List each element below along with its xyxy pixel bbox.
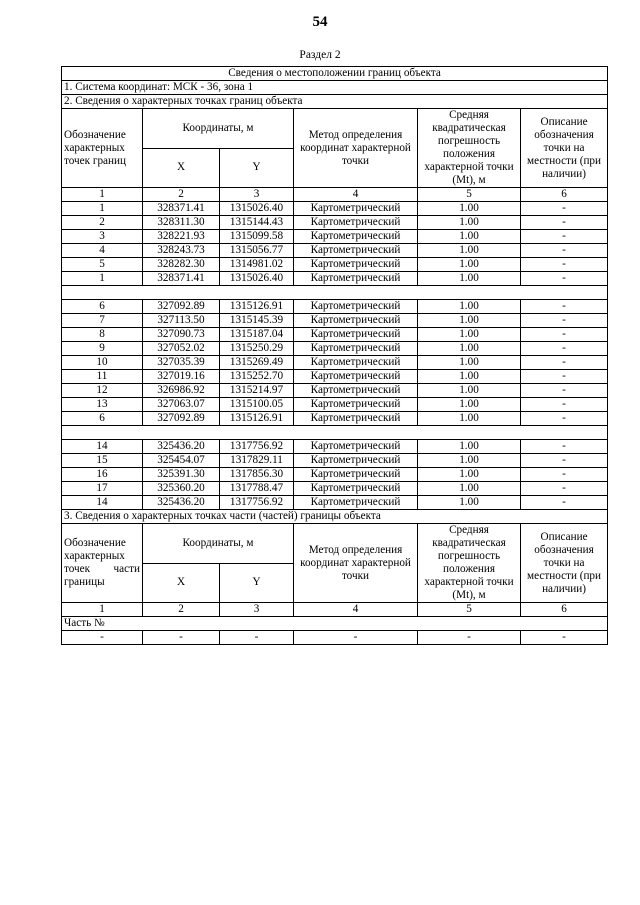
part-cell: - — [220, 631, 294, 645]
part-label: Часть № — [62, 617, 608, 631]
point-number-cell: 13 — [62, 398, 143, 412]
description-cell: - — [521, 216, 608, 230]
separator-cell — [62, 286, 608, 300]
y-cell: 1315100.05 — [220, 398, 294, 412]
y-cell: 1315252.70 — [220, 370, 294, 384]
x-cell: 328311.30 — [143, 216, 220, 230]
method-cell: Картометрический — [294, 398, 418, 412]
table-row — [62, 468, 608, 482]
part-data-row — [62, 631, 608, 645]
method-cell: Картометрический — [294, 342, 418, 356]
method-cell: Картометрический — [294, 272, 418, 286]
error-cell: 1.00 — [418, 342, 521, 356]
section-label: Раздел 2 — [299, 49, 341, 61]
boundary-table — [61, 66, 608, 645]
y-cell: 1315250.29 — [220, 342, 294, 356]
x-cell: 327035.39 — [143, 356, 220, 370]
method-cell: Картометрический — [294, 314, 418, 328]
header-y: Y — [220, 148, 294, 188]
part-cell: - — [294, 631, 418, 645]
error-cell: 1.00 — [418, 412, 521, 426]
part-cell: - — [418, 631, 521, 645]
error-cell: 1.00 — [418, 398, 521, 412]
method-cell: Картометрический — [294, 216, 418, 230]
table-row — [62, 230, 608, 244]
error-cell: 1.00 — [418, 272, 521, 286]
point-number-cell: 9 — [62, 342, 143, 356]
y-cell: 1315099.58 — [220, 230, 294, 244]
point-number-cell: 7 — [62, 314, 143, 328]
error-cell: 1.00 — [418, 370, 521, 384]
point-number-cell: 5 — [62, 258, 143, 272]
description-cell: - — [521, 482, 608, 496]
error-cell: 1.00 — [418, 230, 521, 244]
table-row — [62, 244, 608, 258]
method-cell: Картометрический — [294, 440, 418, 454]
description-cell: - — [521, 440, 608, 454]
part-header-x: X — [143, 563, 220, 603]
column-number: 5 — [418, 188, 521, 202]
part-label-row — [62, 617, 608, 631]
method-cell: Картометрический — [294, 258, 418, 272]
y-cell: 1315269.49 — [220, 356, 294, 370]
method-cell: Картометрический — [294, 468, 418, 482]
x-cell: 327092.89 — [143, 412, 220, 426]
column-number: 6 — [521, 603, 608, 617]
column-number: 3 — [220, 188, 294, 202]
description-cell: - — [521, 300, 608, 314]
error-cell: 1.00 — [418, 356, 521, 370]
table-row — [62, 314, 608, 328]
description-cell: - — [521, 468, 608, 482]
y-cell: 1317856.30 — [220, 468, 294, 482]
error-cell: 1.00 — [418, 496, 521, 510]
method-cell: Картометрический — [294, 412, 418, 426]
point-number-cell: 10 — [62, 356, 143, 370]
method-cell: Картометрический — [294, 482, 418, 496]
error-cell: 1.00 — [418, 328, 521, 342]
column-number: 2 — [143, 188, 220, 202]
method-cell: Картометрический — [294, 370, 418, 384]
point-number-cell: 3 — [62, 230, 143, 244]
point-number-cell: 8 — [62, 328, 143, 342]
description-cell: - — [521, 314, 608, 328]
table-row — [62, 258, 608, 272]
header-description: Описание обозначения точки на местности (при наличии) — [521, 109, 608, 188]
point-number-cell: 14 — [62, 440, 143, 454]
x-cell: 325360.20 — [143, 482, 220, 496]
error-cell: 1.00 — [418, 454, 521, 468]
part-header-coordinates: Координаты, м — [143, 524, 294, 564]
part-cell: - — [143, 631, 220, 645]
x-cell: 327090.73 — [143, 328, 220, 342]
table-row — [62, 202, 608, 216]
page-number: 54 — [312, 14, 328, 30]
point-number-cell: 11 — [62, 370, 143, 384]
description-cell: - — [521, 454, 608, 468]
header-x: X — [143, 148, 220, 188]
column-number: 5 — [418, 603, 521, 617]
section3-title-row — [62, 510, 608, 524]
part-header-row-1 — [62, 524, 608, 564]
method-cell: Картометрический — [294, 384, 418, 398]
part-header-description: Описание обозначения точки на местности (при наличии) — [521, 524, 608, 603]
error-cell: 1.00 — [418, 202, 521, 216]
point-number-cell: 1 — [62, 202, 143, 216]
y-cell: 1315187.04 — [220, 328, 294, 342]
point-number-cell: 15 — [62, 454, 143, 468]
table-row — [62, 412, 608, 426]
group-separator-row — [62, 286, 608, 300]
method-cell: Картометрический — [294, 300, 418, 314]
error-cell: 1.00 — [418, 314, 521, 328]
table-row — [62, 398, 608, 412]
x-cell: 328371.41 — [143, 272, 220, 286]
description-cell: - — [521, 244, 608, 258]
part-cell: - — [62, 631, 143, 645]
table-row — [62, 342, 608, 356]
section2-title: 2. Сведения о характерных точках границ объекта — [62, 95, 608, 109]
x-cell: 326986.92 — [143, 384, 220, 398]
part-column-numbers-row — [62, 603, 608, 617]
table-row — [62, 384, 608, 398]
section2-title-row — [62, 95, 608, 109]
coord-system: 1. Система координат: МСК - 36, зона 1 — [62, 81, 608, 95]
y-cell: 1315056.77 — [220, 244, 294, 258]
point-number-cell: 6 — [62, 300, 143, 314]
point-number-cell: 1 — [62, 272, 143, 286]
description-cell: - — [521, 258, 608, 272]
description-cell: - — [521, 370, 608, 384]
table-row — [62, 454, 608, 468]
column-number: 1 — [62, 603, 143, 617]
description-cell: - — [521, 412, 608, 426]
description-cell: - — [521, 272, 608, 286]
table-row — [62, 440, 608, 454]
y-cell: 1317829.11 — [220, 454, 294, 468]
header-method: Метод определения координат характерной точки — [294, 109, 418, 188]
y-cell: 1317756.92 — [220, 496, 294, 510]
method-cell: Картометрический — [294, 356, 418, 370]
x-cell: 327092.89 — [143, 300, 220, 314]
y-cell: 1315214.97 — [220, 384, 294, 398]
y-cell: 1315026.40 — [220, 202, 294, 216]
x-cell: 327019.16 — [143, 370, 220, 384]
column-number: 1 — [62, 188, 143, 202]
x-cell: 328371.41 — [143, 202, 220, 216]
description-cell: - — [521, 356, 608, 370]
section3-title: 3. Сведения о характерных точках части (частей) границы объекта — [62, 510, 608, 524]
table-row — [62, 300, 608, 314]
y-cell: 1315145.39 — [220, 314, 294, 328]
x-cell: 325436.20 — [143, 440, 220, 454]
description-cell: - — [521, 342, 608, 356]
table-row — [62, 272, 608, 286]
description-cell: - — [521, 230, 608, 244]
separator-cell — [62, 426, 608, 440]
description-cell: - — [521, 398, 608, 412]
x-cell: 325391.30 — [143, 468, 220, 482]
x-cell: 328221.93 — [143, 230, 220, 244]
x-cell: 327113.50 — [143, 314, 220, 328]
y-cell: 1317788.47 — [220, 482, 294, 496]
part-header-method: Метод определения координат характерной точки — [294, 524, 418, 603]
coord-system-row — [62, 81, 608, 95]
table-title: Сведения о местоположении границ объекта — [62, 67, 608, 81]
header-row-1 — [62, 109, 608, 149]
method-cell: Картометрический — [294, 244, 418, 258]
error-cell: 1.00 — [418, 244, 521, 258]
header-point-designation: Обозначение характерных точек границ — [62, 109, 143, 188]
part-cell: - — [521, 631, 608, 645]
method-cell: Картометрический — [294, 230, 418, 244]
table-row — [62, 370, 608, 384]
table-row — [62, 328, 608, 342]
header-error: Средняя квадратическая погрешность положения характерной точки (Mt), м — [418, 109, 521, 188]
table-row — [62, 216, 608, 230]
point-number-cell: 12 — [62, 384, 143, 398]
error-cell: 1.00 — [418, 468, 521, 482]
x-cell: 325454.07 — [143, 454, 220, 468]
column-number: 3 — [220, 603, 294, 617]
x-cell: 325436.20 — [143, 496, 220, 510]
y-cell: 1315144.43 — [220, 216, 294, 230]
method-cell: Картометрический — [294, 454, 418, 468]
column-number: 6 — [521, 188, 608, 202]
error-cell: 1.00 — [418, 300, 521, 314]
y-cell: 1317756.92 — [220, 440, 294, 454]
point-number-cell: 4 — [62, 244, 143, 258]
group-separator-row — [62, 426, 608, 440]
part-header-y: Y — [220, 563, 294, 603]
error-cell: 1.00 — [418, 440, 521, 454]
description-cell: - — [521, 328, 608, 342]
point-number-cell: 16 — [62, 468, 143, 482]
column-number: 4 — [294, 188, 418, 202]
x-cell: 327052.02 — [143, 342, 220, 356]
column-number: 2 — [143, 603, 220, 617]
point-number-cell: 2 — [62, 216, 143, 230]
column-number: 4 — [294, 603, 418, 617]
method-cell: Картометрический — [294, 496, 418, 510]
method-cell: Картометрический — [294, 328, 418, 342]
header-part-point-designation: Обозначение характерных точек части границы — [62, 524, 143, 603]
method-cell: Картометрический — [294, 202, 418, 216]
y-cell: 1315026.40 — [220, 272, 294, 286]
column-numbers-row — [62, 188, 608, 202]
header-coordinates: Координаты, м — [143, 109, 294, 149]
table-title-row — [62, 67, 608, 81]
point-number-cell: 6 — [62, 412, 143, 426]
table-row — [62, 356, 608, 370]
point-number-cell: 17 — [62, 482, 143, 496]
part-header-error: Средняя квадратическая погрешность положения характерной точки (Mt), м — [418, 524, 521, 603]
y-cell: 1315126.91 — [220, 412, 294, 426]
error-cell: 1.00 — [418, 258, 521, 272]
error-cell: 1.00 — [418, 216, 521, 230]
y-cell: 1314981.02 — [220, 258, 294, 272]
error-cell: 1.00 — [418, 384, 521, 398]
table-row — [62, 482, 608, 496]
table-row — [62, 496, 608, 510]
description-cell: - — [521, 384, 608, 398]
y-cell: 1315126.91 — [220, 300, 294, 314]
point-number-cell: 14 — [62, 496, 143, 510]
error-cell: 1.00 — [418, 482, 521, 496]
description-cell: - — [521, 202, 608, 216]
description-cell: - — [521, 496, 608, 510]
x-cell: 328282.30 — [143, 258, 220, 272]
x-cell: 327063.07 — [143, 398, 220, 412]
x-cell: 328243.73 — [143, 244, 220, 258]
